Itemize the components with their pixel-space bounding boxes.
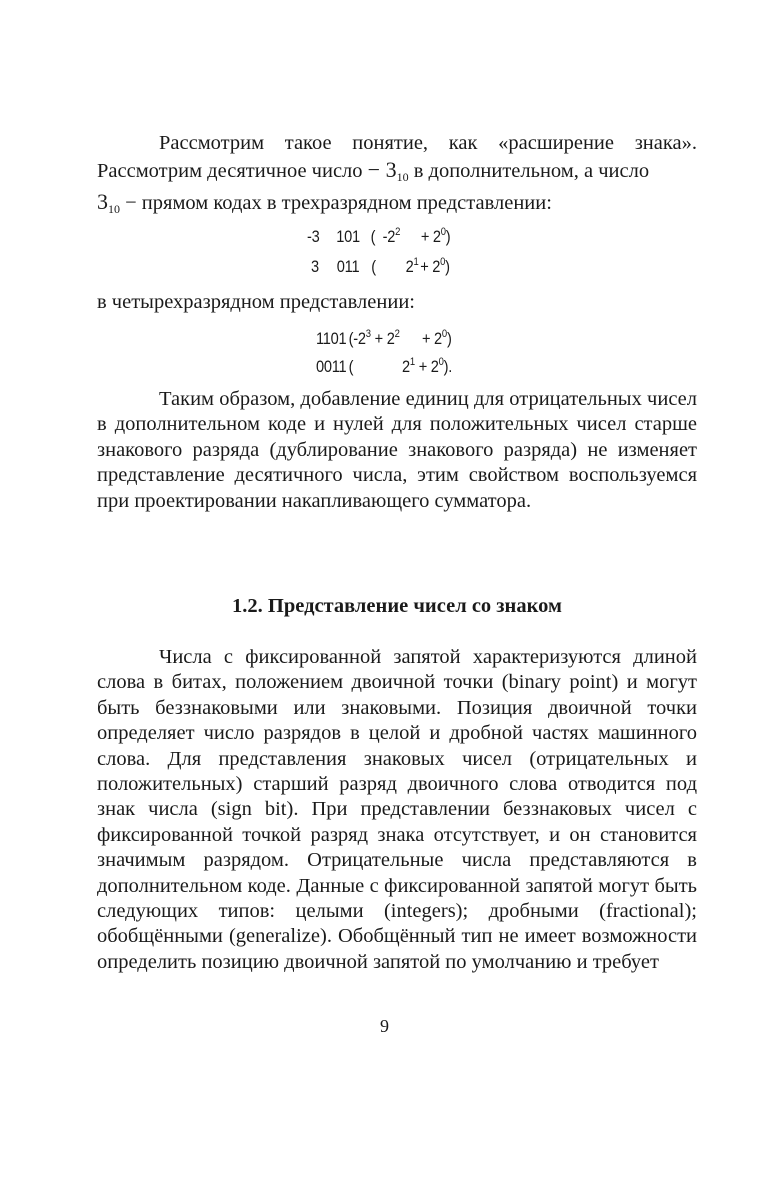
math-minus-3: − $3_{10}$ xyxy=(367,157,409,184)
paragraph3: Числа с фиксированной запятой характеризуются длиной слова в битах, положением двоичной точки (binary point) и могут быть беззнаковыми или знаковыми. Позиция двоичной точки определяет число разрядов в целой и дробной частях машинного слова. Для представления знаковых чисел (отрицательных и положительных) старший разряд двоичного слова отводится под знак числа (sign bit). При представлении беззнаковых чисел с фиксированной точкой разряд знака отсутствует, и он становится значимым разрядом. Отрицательные числа представляются в дополнительном коде. Данные с фиксированной запятой могут быть следующих типов: целыми (integers); дробными (fractional); обобщёнными (generalize). Обобщённый тип не имеет возможности определить позицию двоичной запятой по умолчанию и требует xyxy=(97,646,697,973)
formula-4bit-row2: 0011 ( $2^1 + 2^0$). xyxy=(316,356,453,376)
math-3: $3_{10}$ xyxy=(97,189,120,216)
page-number: 9 xyxy=(380,1016,389,1036)
formula-3bit-row1: -3 101 ( $-2^2 + 2^0$) xyxy=(307,226,451,246)
paragraph2: Таким образом, добавление единиц для отрицательных чисел в дополнительном коде и нулей для положительных чисел старше знакового разряда (дублирование знакового разряда) не изменяет представление десятичного числа, этим свойством воспользуемся при проектировании накапливающего сумматора. xyxy=(97,388,697,512)
paragraph1-line1: Рассмотрим такое понятие, как «расширение знака». xyxy=(159,132,697,154)
paragraph1-line3: $3_{10}$ − прямом кодах в трехразрядном представлении: xyxy=(97,189,552,216)
four-bit-intro: в четырехразрядном представлении: xyxy=(97,291,415,313)
paragraph1-line2: Рассмотрим десятичное число − $3_{10}$ в дополнительном, а число xyxy=(97,157,650,184)
formula-4bit-row1: 1101 $(-2^3 + 2^2 + 2^0)$ xyxy=(316,328,452,348)
section-heading: 1.2. Представление чисел со знаком xyxy=(232,595,562,617)
formula-3bit-row2: 3 011 ( $2^1 + 2^0$) xyxy=(311,256,450,276)
